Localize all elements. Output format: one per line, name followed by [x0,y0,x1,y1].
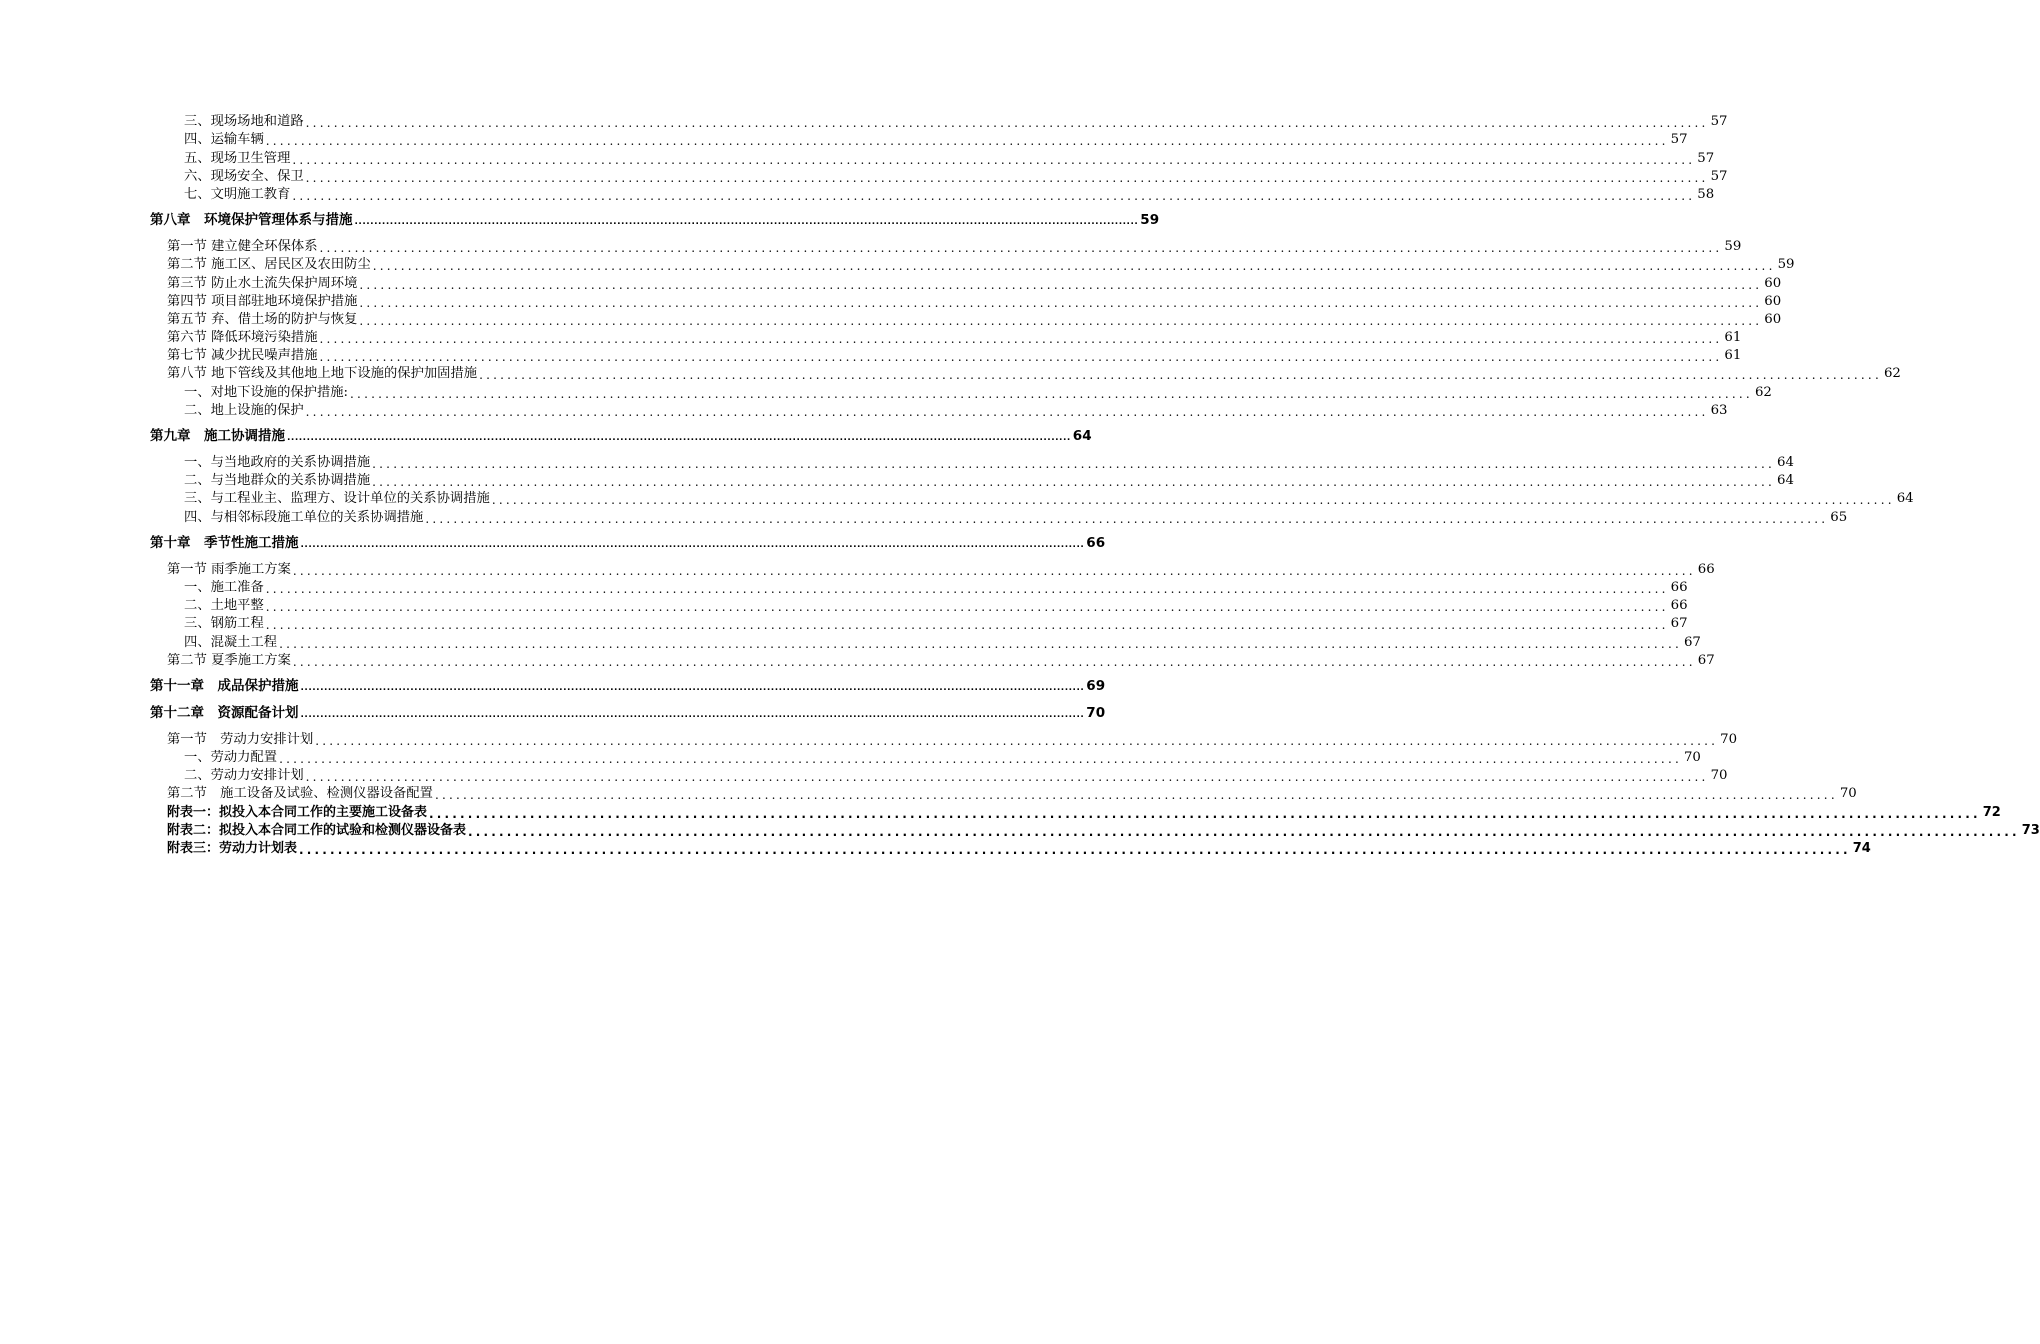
toc-entry-title: 一、施工准备 [184,579,264,595]
toc-entry-page-number: 67 [1697,652,1715,668]
toc-dot-leader: ........................................................................................................................................................................................................ [299,843,1851,857]
toc-entry-page-number: 70 [1710,768,1728,784]
toc-entry-title: 第六节 降低环境污染措施 [167,330,318,346]
toc-entry-app[interactable] [150,822,2040,840]
toc-entry-title: 第三节 防止水土流失保护周环境 [167,275,358,291]
toc-dot-leader: ........................................................................................................................................................................................................ [265,600,1669,615]
toc-entry-title: 第七节 减少扰民噪声措施 [167,348,318,364]
toc-entry-sec[interactable] [150,731,1738,749]
toc-entry-page-number: 64 [1777,473,1794,489]
toc-entry-title: 附表一：拟投入本合同工作的主要施工设备表 [167,804,428,820]
toc-dot-leader: ........................................................................................................................................................................................................ [319,332,1723,347]
toc-dot-leader: ........................................................................................................................................................................................................ [265,618,1669,633]
toc-dot-leader: ........................................................................................................................................................................................................ [319,350,1723,365]
toc-entry-title: 第八节 地下管线及其他地上地下设施的保护加固措施 [167,366,478,382]
toc-entry-title: 第九章 施工协调措施 [150,427,285,444]
toc-entry-page-number: 66 [1086,534,1106,551]
toc-entry-page-number: 73 [2021,822,2040,838]
toc-entry-sub[interactable] [150,579,1688,597]
toc-dot-leader: ........................................................................................................................................................................................................ [429,806,1981,821]
toc-entry-page-number: 66 [1670,598,1688,614]
toc-entry-page-number: 60 [1764,275,1782,291]
toc-entry-title: 附表三：劳动力计划表 [167,841,298,856]
toc-entry-page-number: 57 [1670,132,1688,148]
toc-entry-chap[interactable] [150,211,1160,229]
toc-entry-sec[interactable] [150,329,1742,347]
toc-entry-sec[interactable] [150,293,1782,311]
toc-entry-title: 五、现场卫生管理 [184,150,291,166]
toc-entry-title: 第八章 环境保护管理体系与措施 [150,211,353,228]
toc-entry-page-number: 57 [1697,150,1715,166]
toc-entry-title: 第一节 建立健全环保体系 [167,239,318,255]
toc-entry-title: 第二节 施工区、居民区及农田防尘 [167,257,371,273]
toc-entry-title: 第一节 雨季施工方案 [167,561,291,577]
toc-entry-title: 二、与当地群众的关系协调措施 [184,473,371,489]
toc-entry-title: 二、劳动力安排计划 [184,768,304,784]
toc-entry-page-number: 70 [1839,786,1857,802]
toc-entry-page-number: 60 [1764,293,1782,309]
toc-entry-page-number: 64 [1896,491,1914,507]
toc-dot-leader: ........................................................................................................................................................................................................ [292,188,1696,203]
toc-dot-leader: ........................................................................................................................................................................................................ [305,116,1709,131]
toc-entry-title: 三、钢筋工程 [184,616,264,632]
toc-dot-leader: ........................................................................................................................................................................................................ [359,277,1763,292]
toc-entry-page-number: 62 [1754,384,1772,400]
toc-entry-page-number: 67 [1670,616,1688,632]
toc-entry-page-number: 67 [1683,634,1701,650]
toc-entry-title: 二、土地平整 [184,598,264,614]
toc-entry-app[interactable] [150,803,2001,821]
toc-entry-title: 四、运输车辆 [184,132,264,148]
toc-entry-page-number: 63 [1710,402,1728,418]
toc-entry-page-number: 57 [1710,114,1728,130]
toc-dot-leader: ........................................................................................................................................................................................................ [292,152,1696,167]
toc-entry-sec[interactable] [150,311,1782,329]
toc-entry-sec[interactable] [150,256,1795,274]
toc-entry-page-number: 65 [1830,509,1848,525]
toc-entry-chap[interactable] [150,677,1106,695]
toc-entry-page-number: 70 [1720,731,1738,747]
toc-entry-page-number: 58 [1697,186,1715,202]
toc-entry-title: 第四节 项目部驻地环境保护措施 [167,293,358,309]
toc-dot-leader: ........................................................................................................................................................................................................ [359,313,1763,328]
toc-dot-leader: ........................................................................................................................................................................................................ [300,709,1085,720]
toc-entry-sub[interactable] [150,490,1914,508]
toc-dot-leader: ........................................................................................................................................................................................................ [292,654,1696,669]
toc-entry-page-number: 61 [1724,330,1742,346]
toc-entry-sec[interactable] [150,652,1715,670]
toc-entry-page-number: 62 [1883,366,1901,382]
toc-entry-title: 第十章 季节性施工措施 [150,534,299,551]
toc-entry-sec[interactable] [150,347,1742,365]
toc-entry-sub[interactable] [150,113,1728,131]
toc-entry-sub[interactable] [150,454,1794,472]
toc-dot-leader: ........................................................................................................................................................................................................ [300,539,1085,550]
toc-entry-app[interactable] [150,840,1871,858]
toc-entry-page-number: 61 [1724,348,1742,364]
toc-dot-leader: ........................................................................................................................................................................................................ [265,581,1669,596]
toc-dot-leader: ........................................................................................................................................................................................................ [287,432,1071,443]
toc-entry-sec[interactable] [150,561,1715,579]
toc-entry-title: 第十一章 成品保护措施 [150,677,299,694]
toc-entry-title: 一、劳动力配置 [184,750,278,766]
toc-entry-page-number: 66 [1697,561,1715,577]
toc-entry-sub[interactable] [150,472,1794,490]
toc-dot-leader: ........................................................................................................................................................................................................ [372,259,1776,274]
toc-entry-page-number: 69 [1086,677,1106,694]
toc-dot-leader: ........................................................................................................................................................................................................ [425,511,1829,526]
toc-entry-title: 附表二：拟投入本合同工作的试验和检测仪器设备表 [167,822,467,838]
toc-entry-sec[interactable] [150,238,1742,256]
toc-dot-leader: ........................................................................................................................................................................................................ [279,636,1682,651]
toc-entry-page-number: 66 [1670,579,1688,595]
toc-dot-leader: ........................................................................................................................................................................................................ [350,386,1753,401]
toc-entry-sec[interactable] [150,365,1901,383]
toc-dot-leader: ........................................................................................................................................................................................................ [372,475,1776,490]
toc-entry-page-number: 74 [1852,841,1871,856]
toc-entry-title: 二、地上设施的保护 [184,402,304,418]
toc-dot-leader: ........................................................................................................................................................................................................ [434,788,1838,803]
toc-dot-leader: ........................................................................................................................................................................................................ [300,682,1085,693]
toc-dot-leader: ........................................................................................................................................................................................................ [305,170,1709,185]
toc-entry-sub[interactable] [150,186,1715,204]
toc-entry-sub[interactable] [150,402,1728,420]
toc-entry-sub[interactable] [150,508,1848,526]
toc-entry-sub[interactable] [150,168,1728,186]
toc-entry-sub[interactable] [150,383,1772,401]
toc-entry-sub[interactable] [150,149,1715,167]
toc-entry-title: 第十二章 资源配备计划 [150,704,299,721]
toc-entry-page-number: 59 [1724,239,1742,255]
toc-dot-leader: ........................................................................................................................................................................................................ [305,770,1709,785]
toc-entry-title: 三、现场场地和道路 [184,114,304,130]
toc-dot-leader: ........................................................................................................................................................................................................ [359,295,1763,310]
toc-entry-title: 一、对地下设施的保护措施: [184,384,349,400]
toc-entry-sub[interactable] [150,767,1728,785]
toc-entry-sec[interactable] [150,274,1782,292]
toc-entry-chap[interactable] [150,704,1106,722]
toc-entry-title: 六、现场安全、保卫 [184,168,304,184]
toc-entry-sub[interactable] [150,597,1688,615]
toc-entry-page-number: 72 [1982,804,2001,820]
toc-entry-chap[interactable] [150,534,1106,552]
toc-entry-page-number: 64 [1072,427,1092,444]
toc-entry-title: 一、与当地政府的关系协调措施 [184,455,371,470]
toc-entry-title: 四、与相邻标段施工单位的关系协调措施 [184,509,424,525]
toc-entry-page-number: 57 [1710,168,1728,184]
toc-entry-title: 第一节 劳动力安排计划 [167,731,314,747]
toc-entry-page-number: 59 [1140,211,1160,228]
toc-entry-sec[interactable] [150,785,1857,803]
toc-dot-leader: ........................................................................................................................................................................................................ [468,824,2020,839]
toc-dot-leader: ........................................................................................................................................................................................................ [305,404,1709,419]
toc-entry-title: 第五节 弃、借土场的防护与恢复 [167,311,358,327]
toc-entry-page-number: 64 [1777,455,1794,470]
toc-entry-title: 三、与工程业主、监理方、设计单位的关系协调措施 [184,491,490,507]
toc-entry-title: 四、混凝土工程 [184,634,278,650]
table-of-contents [150,113,2040,858]
toc-dot-leader: ........................................................................................................................................................................................................ [491,493,1895,508]
toc-entry-sub[interactable] [150,633,1701,651]
toc-entry-page-number: 59 [1777,257,1795,273]
toc-entry-sub[interactable] [150,615,1688,633]
toc-entry-title: 第二节 夏季施工方案 [167,652,291,668]
toc-dot-leader: ........................................................................................................................................................................................................ [292,563,1696,578]
toc-dot-leader: ........................................................................................................................................................................................................ [315,733,1719,748]
toc-dot-leader: ........................................................................................................................................................................................................ [372,457,1776,471]
toc-entry-sub[interactable] [150,749,1701,767]
toc-entry-chap[interactable] [150,427,1092,445]
toc-dot-leader: ........................................................................................................................................................................................................ [479,368,1882,383]
toc-entry-sub[interactable] [150,131,1688,149]
toc-entry-title: 七、文明施工教育 [184,186,291,202]
toc-entry-title: 第二节 施工设备及试验、检测仪器设备配置 [167,786,433,802]
toc-dot-leader: ........................................................................................................................................................................................................ [354,216,1139,227]
toc-entry-page-number: 70 [1086,704,1106,721]
toc-entry-page-number: 60 [1764,311,1782,327]
toc-dot-leader: ........................................................................................................................................................................................................ [279,752,1682,767]
toc-dot-leader: ........................................................................................................................................................................................................ [265,134,1669,149]
toc-entry-page-number: 70 [1683,750,1701,766]
toc-dot-leader: ........................................................................................................................................................................................................ [319,241,1723,256]
